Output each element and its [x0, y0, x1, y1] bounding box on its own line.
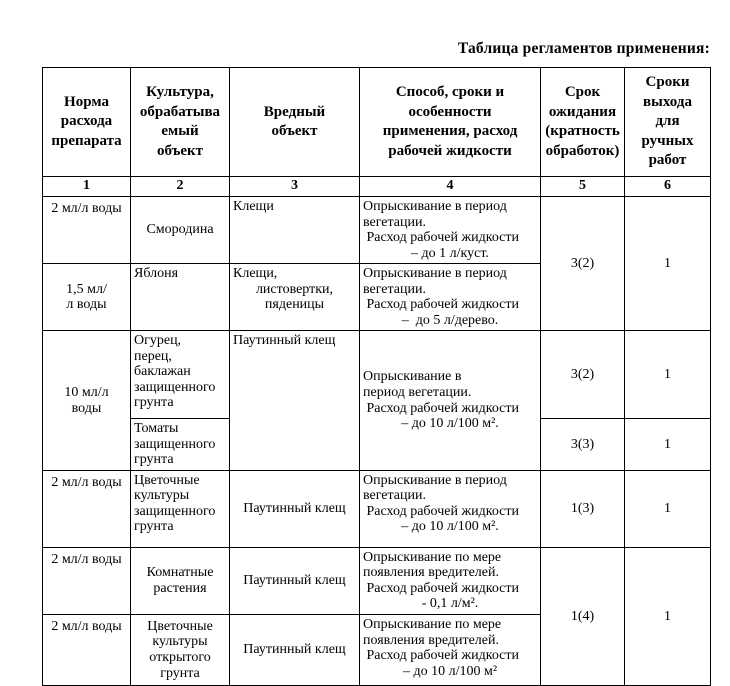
cell-line: препарата — [51, 132, 122, 149]
cell-line: – до 10 л/100 м² — [402, 663, 498, 679]
cell-line: 1 — [664, 608, 671, 624]
pest-header-cell — [230, 68, 360, 177]
cell-line: 3(2) — [570, 366, 595, 382]
cell-line: 2 мл/л воды — [51, 551, 122, 567]
cell-line: Срок — [564, 84, 601, 100]
cell-line: Томаты — [134, 421, 179, 437]
cell-line: грунта — [134, 452, 174, 468]
cell-line: Норма — [64, 93, 109, 110]
cell-line: Паутинный клещ — [243, 642, 346, 658]
table-row — [43, 331, 711, 419]
cell-line: 3(2) — [570, 255, 595, 271]
cell-line: Яблоня — [134, 266, 179, 282]
cell-line: листовертки, — [255, 281, 334, 297]
cell-line: – до 1 л/куст. — [411, 245, 489, 261]
cell-line: Опрыскивание по мере — [363, 616, 502, 632]
method-cell — [360, 331, 541, 471]
column-number: 2 — [131, 177, 230, 197]
method-cell — [360, 264, 541, 331]
cell-line: 2 мл/л воды — [51, 201, 122, 216]
cell-line: 1 — [664, 436, 671, 452]
cell-line: Опрыскивание в период — [363, 472, 507, 488]
table-row — [43, 547, 711, 614]
cell-line: Паутинный клещ — [243, 501, 346, 517]
cell-line: грунта — [134, 519, 174, 535]
cell-line: Смородина — [146, 222, 214, 238]
pest-cell — [230, 264, 360, 331]
pest-cell — [230, 470, 360, 547]
waiting-cell — [541, 331, 625, 419]
dose-cell — [43, 331, 131, 471]
cell-line: 1 — [664, 366, 671, 382]
waiting-cell — [541, 547, 625, 685]
dose-cell — [43, 264, 131, 331]
manual-cell — [625, 331, 711, 419]
column-number: 4 — [360, 177, 541, 197]
cell-line: Сроки — [645, 74, 690, 91]
cell-line: - 0,1 л/м². — [421, 596, 479, 612]
cell-line: обработок) — [545, 142, 620, 159]
cell-line: 10 мл/л — [64, 385, 109, 401]
column-number: 5 — [541, 177, 625, 197]
manual-cell — [625, 547, 711, 685]
cell-line: ожидания — [548, 103, 617, 120]
cell-line: обрабатыва — [139, 103, 221, 120]
waiting-cell — [541, 419, 625, 471]
cell-line: Цветочные — [147, 618, 213, 634]
cell-line: 1(3) — [570, 501, 595, 517]
regulations-table — [42, 67, 711, 686]
cell-line: появления вредителей. — [363, 632, 499, 648]
cell-line: вегетации. — [363, 281, 426, 297]
cell-line: перец, — [134, 348, 172, 364]
pest-cell — [230, 331, 360, 471]
culture-header-cell — [131, 68, 230, 177]
pest-cell — [230, 614, 360, 685]
cell-line: 3(3) — [570, 436, 595, 452]
page-title: Таблица регламентов применения: — [457, 40, 710, 57]
cell-line: грунта — [160, 665, 200, 681]
culture-cell — [131, 547, 230, 614]
waiting-header-cell — [541, 68, 625, 177]
cell-line: л воды — [66, 297, 107, 313]
cell-line: вегетации. — [363, 488, 426, 504]
cell-line: защищенного — [134, 379, 216, 395]
cell-line: защищенного — [134, 436, 216, 452]
cell-line: пяденицы — [264, 297, 325, 313]
cell-line: емый — [161, 123, 199, 139]
cell-line: защищенного — [134, 503, 216, 519]
cell-line: Опрыскивание в — [363, 369, 462, 385]
cell-line: Паутинный клещ — [243, 573, 346, 589]
cell-line: Клещи — [233, 199, 274, 214]
cell-line: особенности — [408, 103, 492, 120]
cell-line: 2 мл/л воды — [51, 474, 122, 490]
culture-cell — [131, 419, 230, 471]
cell-line: для — [655, 113, 680, 130]
cell-line: рабочей жидкости — [388, 142, 512, 159]
cell-line: Расход рабочей жидкости — [363, 580, 519, 596]
cell-line: объект — [156, 142, 204, 159]
column-number: 1 — [43, 177, 131, 197]
cell-line: – до 5 л/дерево. — [401, 312, 499, 328]
cell-line: Цветочные — [134, 472, 200, 488]
dose-header-cell — [43, 68, 131, 177]
cell-line: – до 10 л/100 м². — [401, 519, 499, 535]
cell-line: открытого — [149, 649, 211, 665]
column-number-row — [43, 177, 711, 197]
cell-line: баклажан — [134, 364, 191, 380]
pest-cell — [230, 197, 360, 264]
dose-cell — [43, 614, 131, 685]
waiting-cell — [541, 197, 625, 331]
cell-line: 1 — [664, 501, 671, 517]
cell-line: объект — [271, 123, 318, 139]
cell-line: период вегетации. — [363, 385, 472, 401]
method-cell — [360, 470, 541, 547]
cell-line: Расход рабочей жидкости — [363, 297, 519, 313]
dose-cell — [43, 470, 131, 547]
cell-line: Расход рабочей жидкости — [363, 648, 519, 664]
cell-line: появления вредителей. — [363, 565, 499, 581]
culture-cell — [131, 197, 230, 264]
cell-line: Опрыскивание в период — [363, 266, 507, 282]
culture-cell — [131, 264, 230, 331]
manual-cell — [625, 419, 711, 471]
dose-cell — [43, 197, 131, 264]
manual-header-cell — [625, 68, 711, 177]
cell-line: применения, расход — [382, 123, 518, 139]
cell-line: – до 10 л/100 м². — [401, 416, 499, 432]
cell-line: 1,5 мл/ — [66, 281, 107, 297]
cell-line: вегетации. — [363, 214, 426, 230]
pest-cell — [230, 547, 360, 614]
cell-line: расхода — [60, 113, 113, 130]
cell-line: культуры — [152, 634, 208, 650]
cell-line: грунта — [134, 395, 174, 411]
cell-line: Клещи, — [233, 266, 278, 282]
cell-line: Огурец, — [134, 333, 182, 349]
cell-line: Культура, — [146, 84, 214, 100]
cell-line: выхода — [643, 93, 692, 110]
cell-line: Расход рабочей жидкости — [363, 230, 519, 246]
manual-cell — [625, 197, 711, 331]
header-row — [43, 68, 711, 177]
table-row — [43, 197, 711, 264]
cell-line: Комнатные — [146, 565, 214, 581]
column-number: 3 — [230, 177, 360, 197]
cell-line: ручных — [641, 132, 694, 149]
culture-cell — [131, 331, 230, 419]
cell-line: Опрыскивание по мере — [363, 549, 502, 565]
table-body — [43, 197, 711, 686]
table-row — [43, 470, 711, 547]
cell-line: 1(4) — [570, 608, 595, 624]
cell-line: Способ, сроки и — [395, 84, 505, 100]
cell-line: работ — [648, 152, 687, 169]
cell-line: 1 — [664, 255, 671, 271]
table-header — [43, 68, 711, 197]
method-cell — [360, 614, 541, 685]
culture-cell — [131, 470, 230, 547]
cell-line: Расход рабочей жидкости — [363, 503, 519, 519]
method-cell — [360, 547, 541, 614]
culture-cell — [131, 614, 230, 685]
cell-line: Опрыскивание в период — [363, 199, 507, 214]
cell-line: воды — [71, 400, 102, 416]
cell-line: (кратность — [545, 123, 620, 139]
cell-line: Паутинный клещ — [233, 333, 336, 349]
cell-line: растения — [153, 580, 207, 596]
cell-line: Вредный — [263, 103, 326, 120]
cell-line: Расход рабочей жидкости — [363, 400, 519, 416]
manual-cell — [625, 470, 711, 547]
waiting-cell — [541, 470, 625, 547]
column-number: 6 — [625, 177, 711, 197]
dose-cell — [43, 547, 131, 614]
cell-line: культуры — [134, 488, 190, 504]
method-cell — [360, 197, 541, 264]
cell-line: 2 мл/л воды — [51, 618, 122, 634]
method-header-cell — [360, 68, 541, 177]
